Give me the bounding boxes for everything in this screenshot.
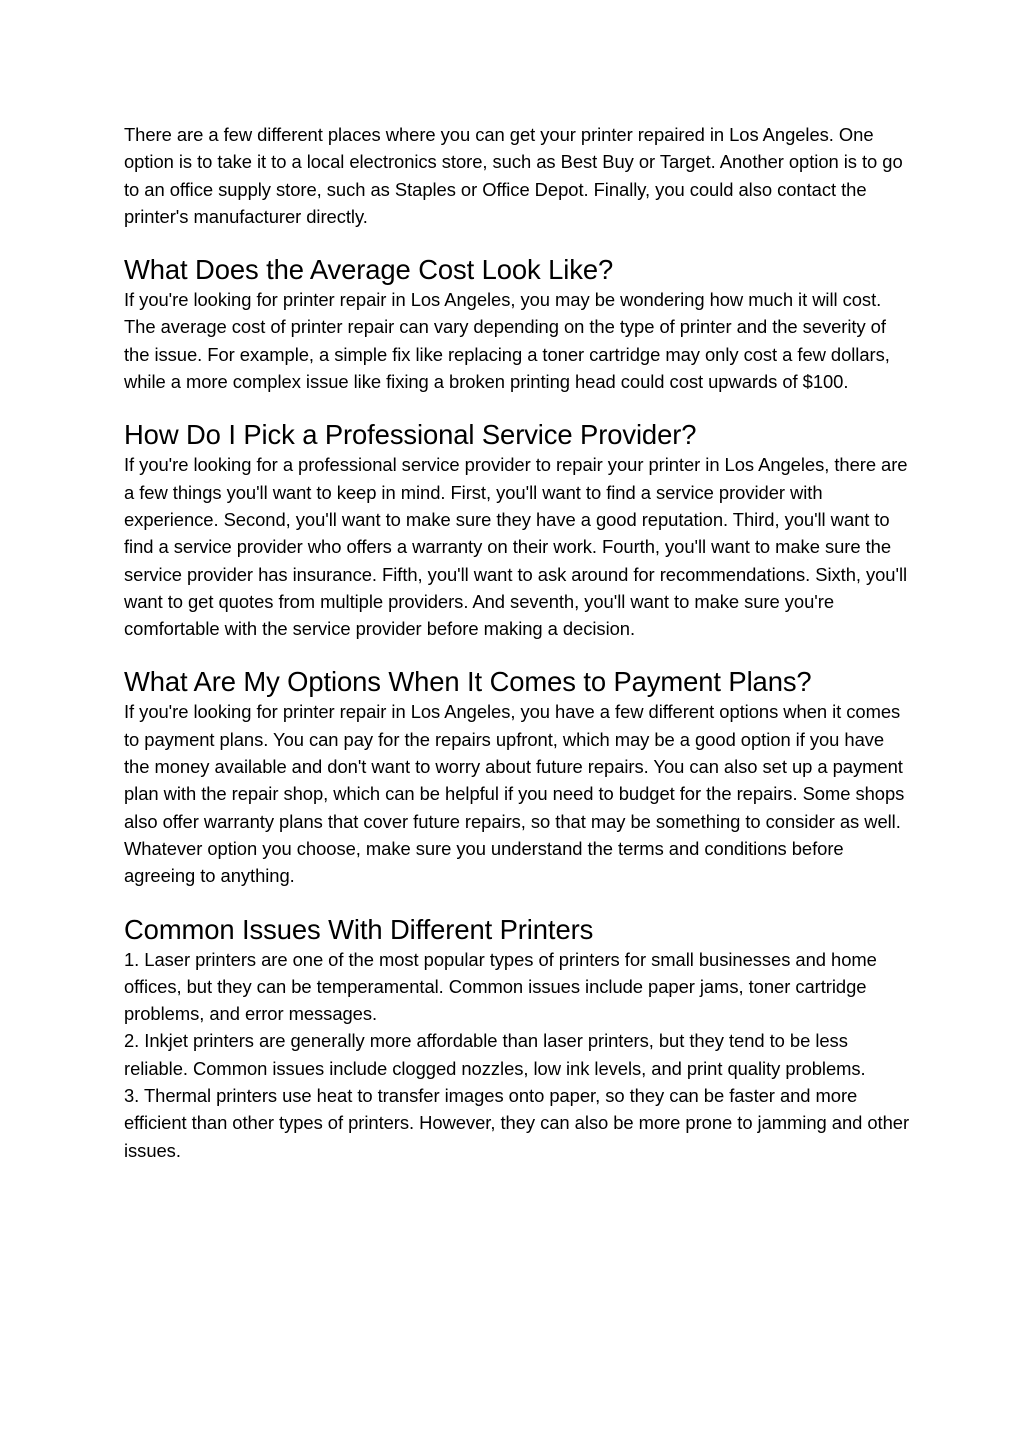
- section-body: If you're looking for printer repair in Los Angeles, you have a few different options when it comes to payment plans. You can pay for the repairs upfront, which may be a good option if you have the money available and don't want to worry about future repairs. You can also set up a payment plan with the repair shop, which can be helpful if you need to budget for the repairs. Some shops also offer warranty plans that cover future repairs, so that may be something to consider as well. Whatever option you choose, make sure you understand the terms and conditions before agreeing to anything.: [124, 701, 905, 887]
- section-average-cost: [124, 253, 914, 395]
- document-page: [124, 121, 914, 1164]
- section-heading: Common Issues With Different Printers: [124, 913, 594, 945]
- section-heading: How Do I Pick a Professional Service Provider?: [124, 419, 697, 451]
- section-heading: What Does the Average Cost Look Like?: [124, 254, 614, 286]
- section-heading: What Are My Options When It Comes to Payment Plans?: [124, 666, 812, 698]
- list-item: 2. Inkjet printers are generally more affordable than laser printers, but they tend to be less reliable. Common issues include clogged nozzles, low ink levels, and print quality problems.: [124, 1030, 866, 1079]
- section-payment-plans: [124, 665, 914, 889]
- intro-paragraph: There are a few different places where you can get your printer repaired in Los Angeles. One option is to take it to a local electronics store, such as Best Buy or Target. Another option is to go to an office supply store, such as Staples or Office Depot. Finally, you could also contact the printer's manufacturer directly.: [124, 124, 903, 227]
- section-body: If you're looking for printer repair in Los Angeles, you may be wondering how much it will cost. The average cost of printer repair can vary depending on the type of printer and the severity of the issue. For example, a simple fix like replacing a toner cartridge may only cost a few dollars, while a more complex issue like fixing a broken printing head could cost upwards of $100.: [124, 289, 890, 393]
- section-common-issues: [124, 913, 914, 1164]
- section-service-provider: [124, 418, 914, 642]
- list-item: 3. Thermal printers use heat to transfer images onto paper, so they can be faster and more efficient than other types of printers. However, they can also be more prone to jamming and other issues.: [124, 1085, 910, 1161]
- section-body: If you're looking for a professional service provider to repair your printer in Los Angeles, there are a few things you'll want to keep in mind. First, you'll want to find a service provider with experience. Second, you'll want to make sure they have a good reputation. Third, you'll want to find a service provider who offers a warranty on their work. Fourth, you'll want to make sure the service provider has insurance. Fifth, you'll want to ask around for recommendations. Sixth, you'll want to get quotes from multiple providers. And seventh, you'll want to make sure you're comfortable with the service provider before making a decision.: [124, 454, 908, 640]
- list-item: 1. Laser printers are one of the most popular types of printers for small businesses and home offices, but they can be temperamental. Common issues include paper jams, toner cartridge problems, and error messages.: [124, 948, 877, 1025]
